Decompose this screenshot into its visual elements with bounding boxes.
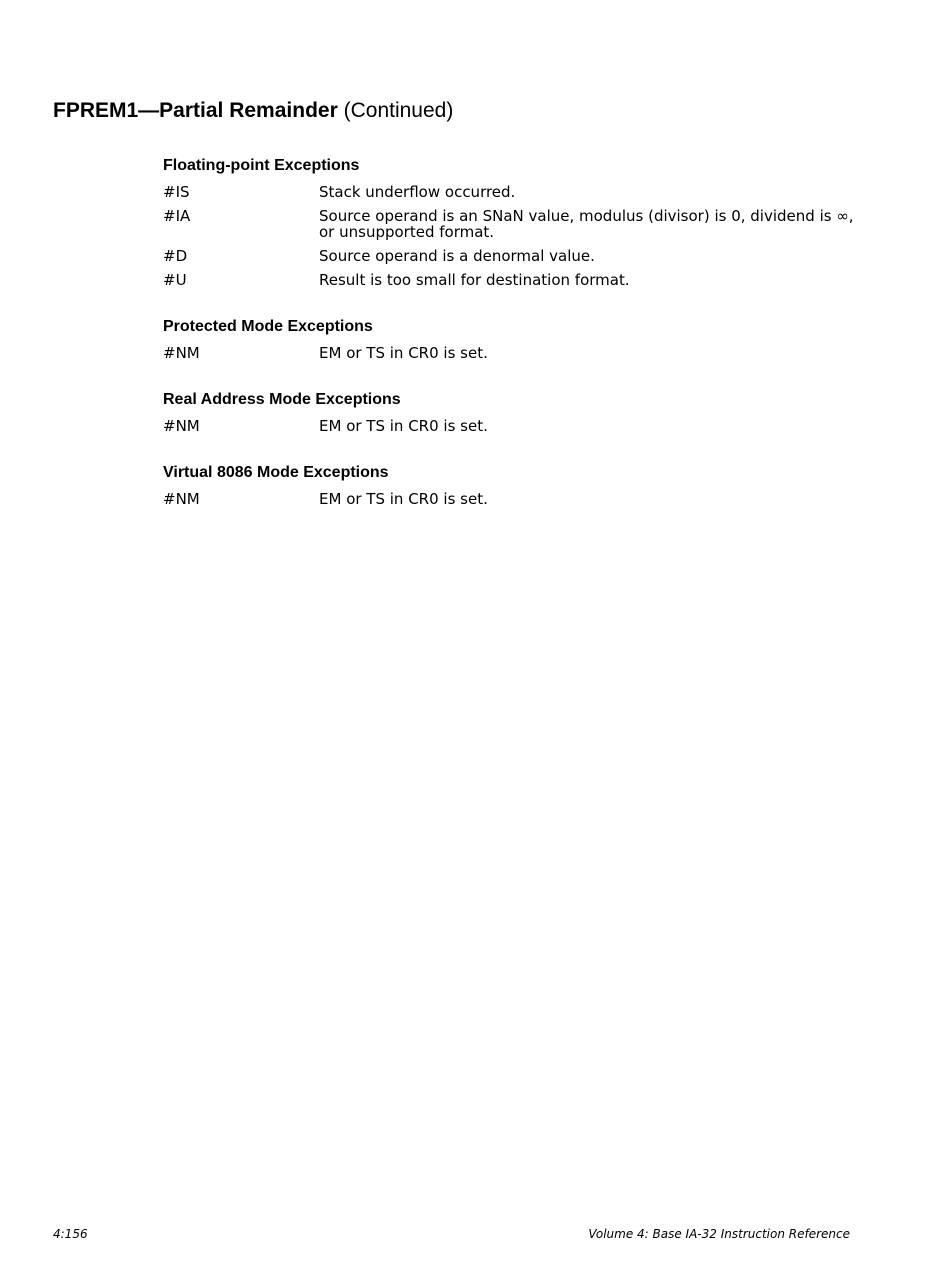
exception-table xyxy=(163,345,863,361)
exception-row xyxy=(163,248,863,264)
section-heading: Floating-point Exceptions xyxy=(163,157,360,174)
exception-description: EM or TS in CR0 is set. xyxy=(319,417,488,435)
exception-code: #IA xyxy=(163,207,191,225)
section-floating-point-exceptions xyxy=(163,156,863,296)
exception-code: #NM xyxy=(163,417,200,435)
exception-description: Result is too small for destination format. xyxy=(319,271,630,289)
exception-code: #NM xyxy=(163,490,200,508)
section-real-address-mode-exceptions xyxy=(163,390,863,442)
exception-description: EM or TS in CR0 is set. xyxy=(319,490,488,508)
exception-code: #IS xyxy=(163,183,190,201)
section-heading: Virtual 8086 Mode Exceptions xyxy=(163,464,389,481)
exception-code: #U xyxy=(163,271,187,289)
exception-description: Stack underflow occurred. xyxy=(319,183,516,201)
exception-row xyxy=(163,418,863,434)
exception-description: EM or TS in CR0 is set. xyxy=(319,344,488,362)
exception-table xyxy=(163,184,863,288)
exception-description: Source operand is a denormal value. xyxy=(319,247,595,265)
footer-volume-title: Volume 4: Base IA-32 Instruction Reference xyxy=(588,1227,850,1241)
section-heading: Protected Mode Exceptions xyxy=(163,318,373,335)
page-title xyxy=(53,97,453,125)
exception-row xyxy=(163,491,863,507)
exception-table xyxy=(163,491,863,507)
exception-row xyxy=(163,184,863,200)
exception-table xyxy=(163,418,863,434)
section-virtual-8086-mode-exceptions xyxy=(163,463,863,515)
exception-description: Source operand is an SNaN value, modulus (divisor) is 0, dividend is ∞, or unsupported format. xyxy=(319,207,854,241)
exception-code: #NM xyxy=(163,344,200,362)
section-heading: Real Address Mode Exceptions xyxy=(163,391,401,408)
page-title-main: FPREM1—Partial Remainder xyxy=(53,99,338,122)
exception-row xyxy=(163,272,863,288)
exception-code: #D xyxy=(163,247,188,265)
exception-row xyxy=(163,208,863,240)
footer-page-number: 4:156 xyxy=(53,1227,88,1241)
page-title-suffix: (Continued) xyxy=(343,99,454,122)
section-protected-mode-exceptions xyxy=(163,317,863,369)
exception-row xyxy=(163,345,863,361)
